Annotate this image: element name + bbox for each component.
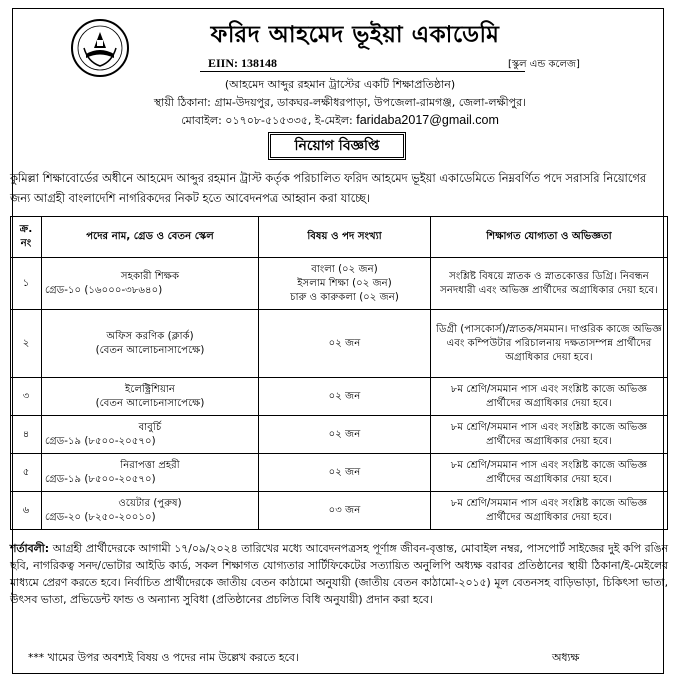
post-name: ওয়েটার (পুরুষ) [118, 497, 182, 509]
table-header-row [11, 217, 668, 258]
row-count-cell: ০২ জন [259, 378, 431, 416]
post-name: নিরাপত্তা প্রহরী [120, 459, 180, 471]
header-sl: ক্র. নং [11, 217, 42, 258]
table-row [11, 416, 668, 454]
terms-paragraph [10, 540, 668, 608]
row-sl: ৬ [11, 492, 42, 530]
terms-text: আগ্রহী প্রার্থীদেরকে আগামী ১৭/০৯/২০২৪ তারিখের মধ্যে আবেদনপত্রসহ পূর্ণাঙ্গ জীবন-বৃত্তান্ত, মোবাইল নম্বর, পাসপোর্ট সাইজের দুই কপি রঙিন ছবি, নাগরিকত্ব সনদ/ভোটার আইডি কার্ড, সকল শিক্ষাগত যোগ্যতার সার্টিফিকেটের সত্যায়িত অনুলিপি অধ্যক্ষ বরাবর প্রতিষ্ঠানের স্থায়ী ঠিকানা/ই-মেইলের মাধ্যমে প্রেরণ করতে হবে। নির্বাচিত প্রার্থীদেরকে জাতীয় বেতন কাঠামো অনুযায়ী (জাতীয় বেতন কাঠামো-২০১৫) মূল বেতনসহ বাড়িভাড়া, চিকিৎসা ভাতা, উৎসব ভাতা, প্রভিডেন্ট ফান্ড ও অন্যান্য সুবিধা (প্রতিষ্ঠানের প্রচলিত বিধি অনুযায়ী) প্রদান করা হবে। [10, 542, 668, 606]
post-name: অফিস করণিক (ক্লার্ক) [106, 330, 194, 342]
table-row [11, 258, 668, 310]
table-row [11, 310, 668, 378]
row-count-cell: ০২ জন [259, 454, 431, 492]
table-row [11, 492, 668, 530]
row-qualification: ৮ম শ্রেণি/সমমান পাস এবং সংশ্লিষ্ট কাজে অভিজ্ঞ প্রার্থীদের অগ্রাধিকার দেয়া হবে। [431, 378, 668, 416]
envelope-footnote: *** খামের উপর অবশ্যই বিষয় ও পদের নাম উল্লেখ করতে হবে। [28, 651, 299, 664]
post-name: সহকারী শিক্ষক [120, 270, 180, 282]
row-count-cell: ০২ জন [259, 416, 431, 454]
row-sl: ৪ [11, 416, 42, 454]
institution-type: [স্কুল এন্ড কলেজ] [508, 59, 580, 70]
eiin-number: EIIN: 138148 [208, 56, 278, 70]
row-count-cell [259, 258, 431, 310]
intro-text: কুমিল্লা শিক্ষাবোর্ডের অধীনে আহমেদ আব্দুর রহমান ট্রাস্ট কর্তৃক পরিচালিত ফরিদ আহমেদ ভূইয়া একাডেমিতে নিম্নবর্ণিত পদে সরাসরি নিয়োগের জন্য আগ্রহী বাংলাদেশি নাগরিকদের নিকট হতে আবেদনপত্র আহ্বান করা যাচ্ছে। [10, 171, 647, 205]
row-qualification: ৮ম শ্রেণি/সমমান পাস এবং সংশ্লিষ্ট কাজে অভিজ্ঞ প্রার্থীদের অগ্রাধিকার দেয়া হবে। [431, 492, 668, 530]
academy-logo [70, 18, 130, 78]
subject-count: চারু ও কারুকলা (০২ জন) [290, 291, 399, 303]
subject-count: বাংলা (০২ জন) [311, 263, 378, 275]
row-post-cell [42, 454, 259, 492]
title-underline [200, 71, 525, 72]
row-post-cell [42, 258, 259, 310]
contact-prefix: মোবাইল: ০১৭০৮-৫১৫৩৩৫, ই-মেইল: [181, 114, 353, 127]
permanent-address: স্থায়ী ঠিকানা: গ্রাম-উদয়পুর, ডাকঘর-লক্ষীধরপাড়া, উপজেলা-রামগঞ্জ, জেলা-লক্ষীপুর। [153, 96, 527, 109]
contact-line [30, 112, 650, 131]
post-grade: গ্রেড-১৯ (৮৫০০-২০৫৭০) [45, 473, 156, 485]
post-grade: (বেতন আলোচনাসাপেক্ষে) [95, 344, 205, 356]
row-sl: ৩ [11, 378, 42, 416]
row-count-cell: ০২ জন [259, 310, 431, 378]
subject-count: ইসলাম শিক্ষা (০২ জন) [297, 277, 392, 289]
header-post: পদের নাম, গ্রেড ও বেতন স্কেল [42, 217, 259, 258]
row-sl: ২ [11, 310, 42, 378]
row-count-cell: ০৩ জন [259, 492, 431, 530]
post-name: ইলেক্ট্রিশিয়ান [125, 383, 175, 395]
row-qualification: ৮ম শ্রেণি/সমমান পাস এবং সংশ্লিষ্ট কাজে অভিজ্ঞ প্রার্থীদের অগ্রাধিকার দেয়া হবে। [431, 454, 668, 492]
row-qualification: ডিগ্রী (পাসকোর্স)/স্নাতক/সমমান। দাপ্তরিক কাজে অভিজ্ঞ এবং কম্পিউটার পরিচালনায় দক্ষতাসম্পন্ন প্রার্থীদের অগ্রাধিকার দেয়া হবে। [431, 310, 668, 378]
institution-title: ফরিদ আহমেদ ভূইয়া একাডেমি [210, 22, 500, 48]
row-sl: ৫ [11, 454, 42, 492]
row-post-cell [42, 416, 259, 454]
email-address: faridaba2017@gmail.com [356, 113, 499, 127]
table-row [11, 454, 668, 492]
row-post-cell [42, 378, 259, 416]
row-qualification: ৮ম শ্রেণি/সমমান পাস এবং সংশ্লিষ্ট কাজে অভিজ্ঞ প্রার্থীদের অগ্রাধিকার দেয়া হবে। [431, 416, 668, 454]
institution-type-text: স্কুল এন্ড কলেজ [511, 59, 576, 70]
notice-title: নিয়োগ বিজ্ঞপ্তি [268, 132, 406, 160]
header-count: বিষয় ও পদ সংখ্যা [259, 217, 431, 258]
post-name: বাবুর্চি [138, 421, 162, 433]
row-sl: ১ [11, 258, 42, 310]
header-qualification: শিক্ষাগত যোগ্যতা ও অভিজ্ঞতা [431, 217, 668, 258]
principal-signature: অধ্যক্ষ [552, 651, 580, 664]
post-grade: (বেতন আলোচনাসাপেক্ষে) [95, 397, 205, 409]
post-grade: গ্রেড-১৯ (৮৫০০-২০৫৭০) [45, 435, 156, 447]
terms-label: শর্তাবলী: [10, 542, 50, 555]
post-grade: গ্রেড-১০ (১৬০০০-৩৮৬৪০) [45, 284, 163, 296]
row-post-cell [42, 492, 259, 530]
trust-line: (আহমেদ আব্দুর রহমান ট্রাস্টের একটি শিক্ষাপ্রতিষ্ঠান) [224, 78, 456, 91]
post-grade: গ্রেড-২০ (৮২৫০-২০০১০) [45, 511, 156, 523]
table-row [11, 378, 668, 416]
jobs-table [10, 216, 668, 530]
row-qualification: সংশ্লিষ্ট বিষয়ে স্নাতক ও স্নাতকোত্তর ডিগ্রি। নিবন্ধন সনদধারী এবং অভিজ্ঞ প্রার্থীদের অগ্রাধিকার দেয়া হবে। [431, 258, 668, 310]
row-post-cell [42, 310, 259, 378]
